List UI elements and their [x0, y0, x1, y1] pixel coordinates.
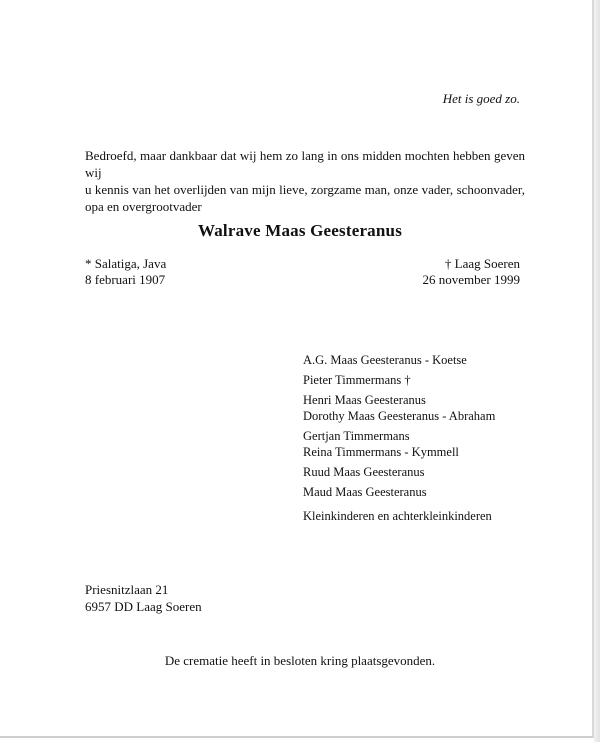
birth-date: 8 februari 1907: [85, 272, 166, 287]
motto: Het is goed zo.: [442, 91, 520, 106]
death-info: [423, 256, 520, 288]
death-place: † Laag Soeren: [444, 256, 520, 271]
intro-line: u kennis van het overlijden van mijn lieve, zorgzame man, onze vader, schoonvader,: [85, 182, 525, 197]
grandchildren: Kleinkinderen en achterkleinkinderen: [303, 509, 492, 523]
family-group: [303, 392, 495, 424]
address: [85, 581, 202, 615]
family-member: Reina Timmermans - Kymmell: [303, 445, 459, 459]
family-group: [303, 464, 495, 480]
family-member: Ruud Maas Geesteranus: [303, 465, 425, 479]
address-street: Priesnitzlaan 21: [85, 582, 169, 597]
family-member: A.G. Maas Geesteranus - Koetse: [303, 353, 467, 367]
birth-place: * Salatiga, Java: [85, 256, 167, 271]
family-member: Dorothy Maas Geesteranus - Abraham: [303, 409, 496, 423]
page-edge: [594, 0, 600, 742]
birth-info: [85, 256, 166, 288]
family-group: [303, 352, 495, 368]
family-group: [303, 372, 495, 388]
family-group: [303, 484, 495, 500]
intro-line: Bedroefd, maar dankbaar dat wij hem zo lang in ons midden mochten hebben geven wij: [85, 148, 525, 180]
intro-paragraph: [85, 147, 525, 215]
family-list: [303, 352, 495, 528]
family-member: Pieter Timmermans †: [303, 373, 411, 387]
deceased-name: Walrave Maas Geesteranus: [197, 221, 403, 240]
intro-line: opa en overgrootvader: [85, 199, 202, 214]
family-member: Henri Maas Geesteranus: [303, 393, 426, 407]
grandchildren-line: [303, 508, 495, 524]
closing-note: De crematie heeft in besloten kring plaatsgevonden.: [164, 653, 436, 668]
family-member: Gertjan Timmermans: [303, 429, 410, 443]
address-city: 6957 DD Laag Soeren: [85, 599, 202, 614]
family-group: [303, 428, 495, 460]
family-member: Maud Maas Geesteranus: [303, 485, 427, 499]
death-date: 26 november 1999: [422, 272, 520, 287]
